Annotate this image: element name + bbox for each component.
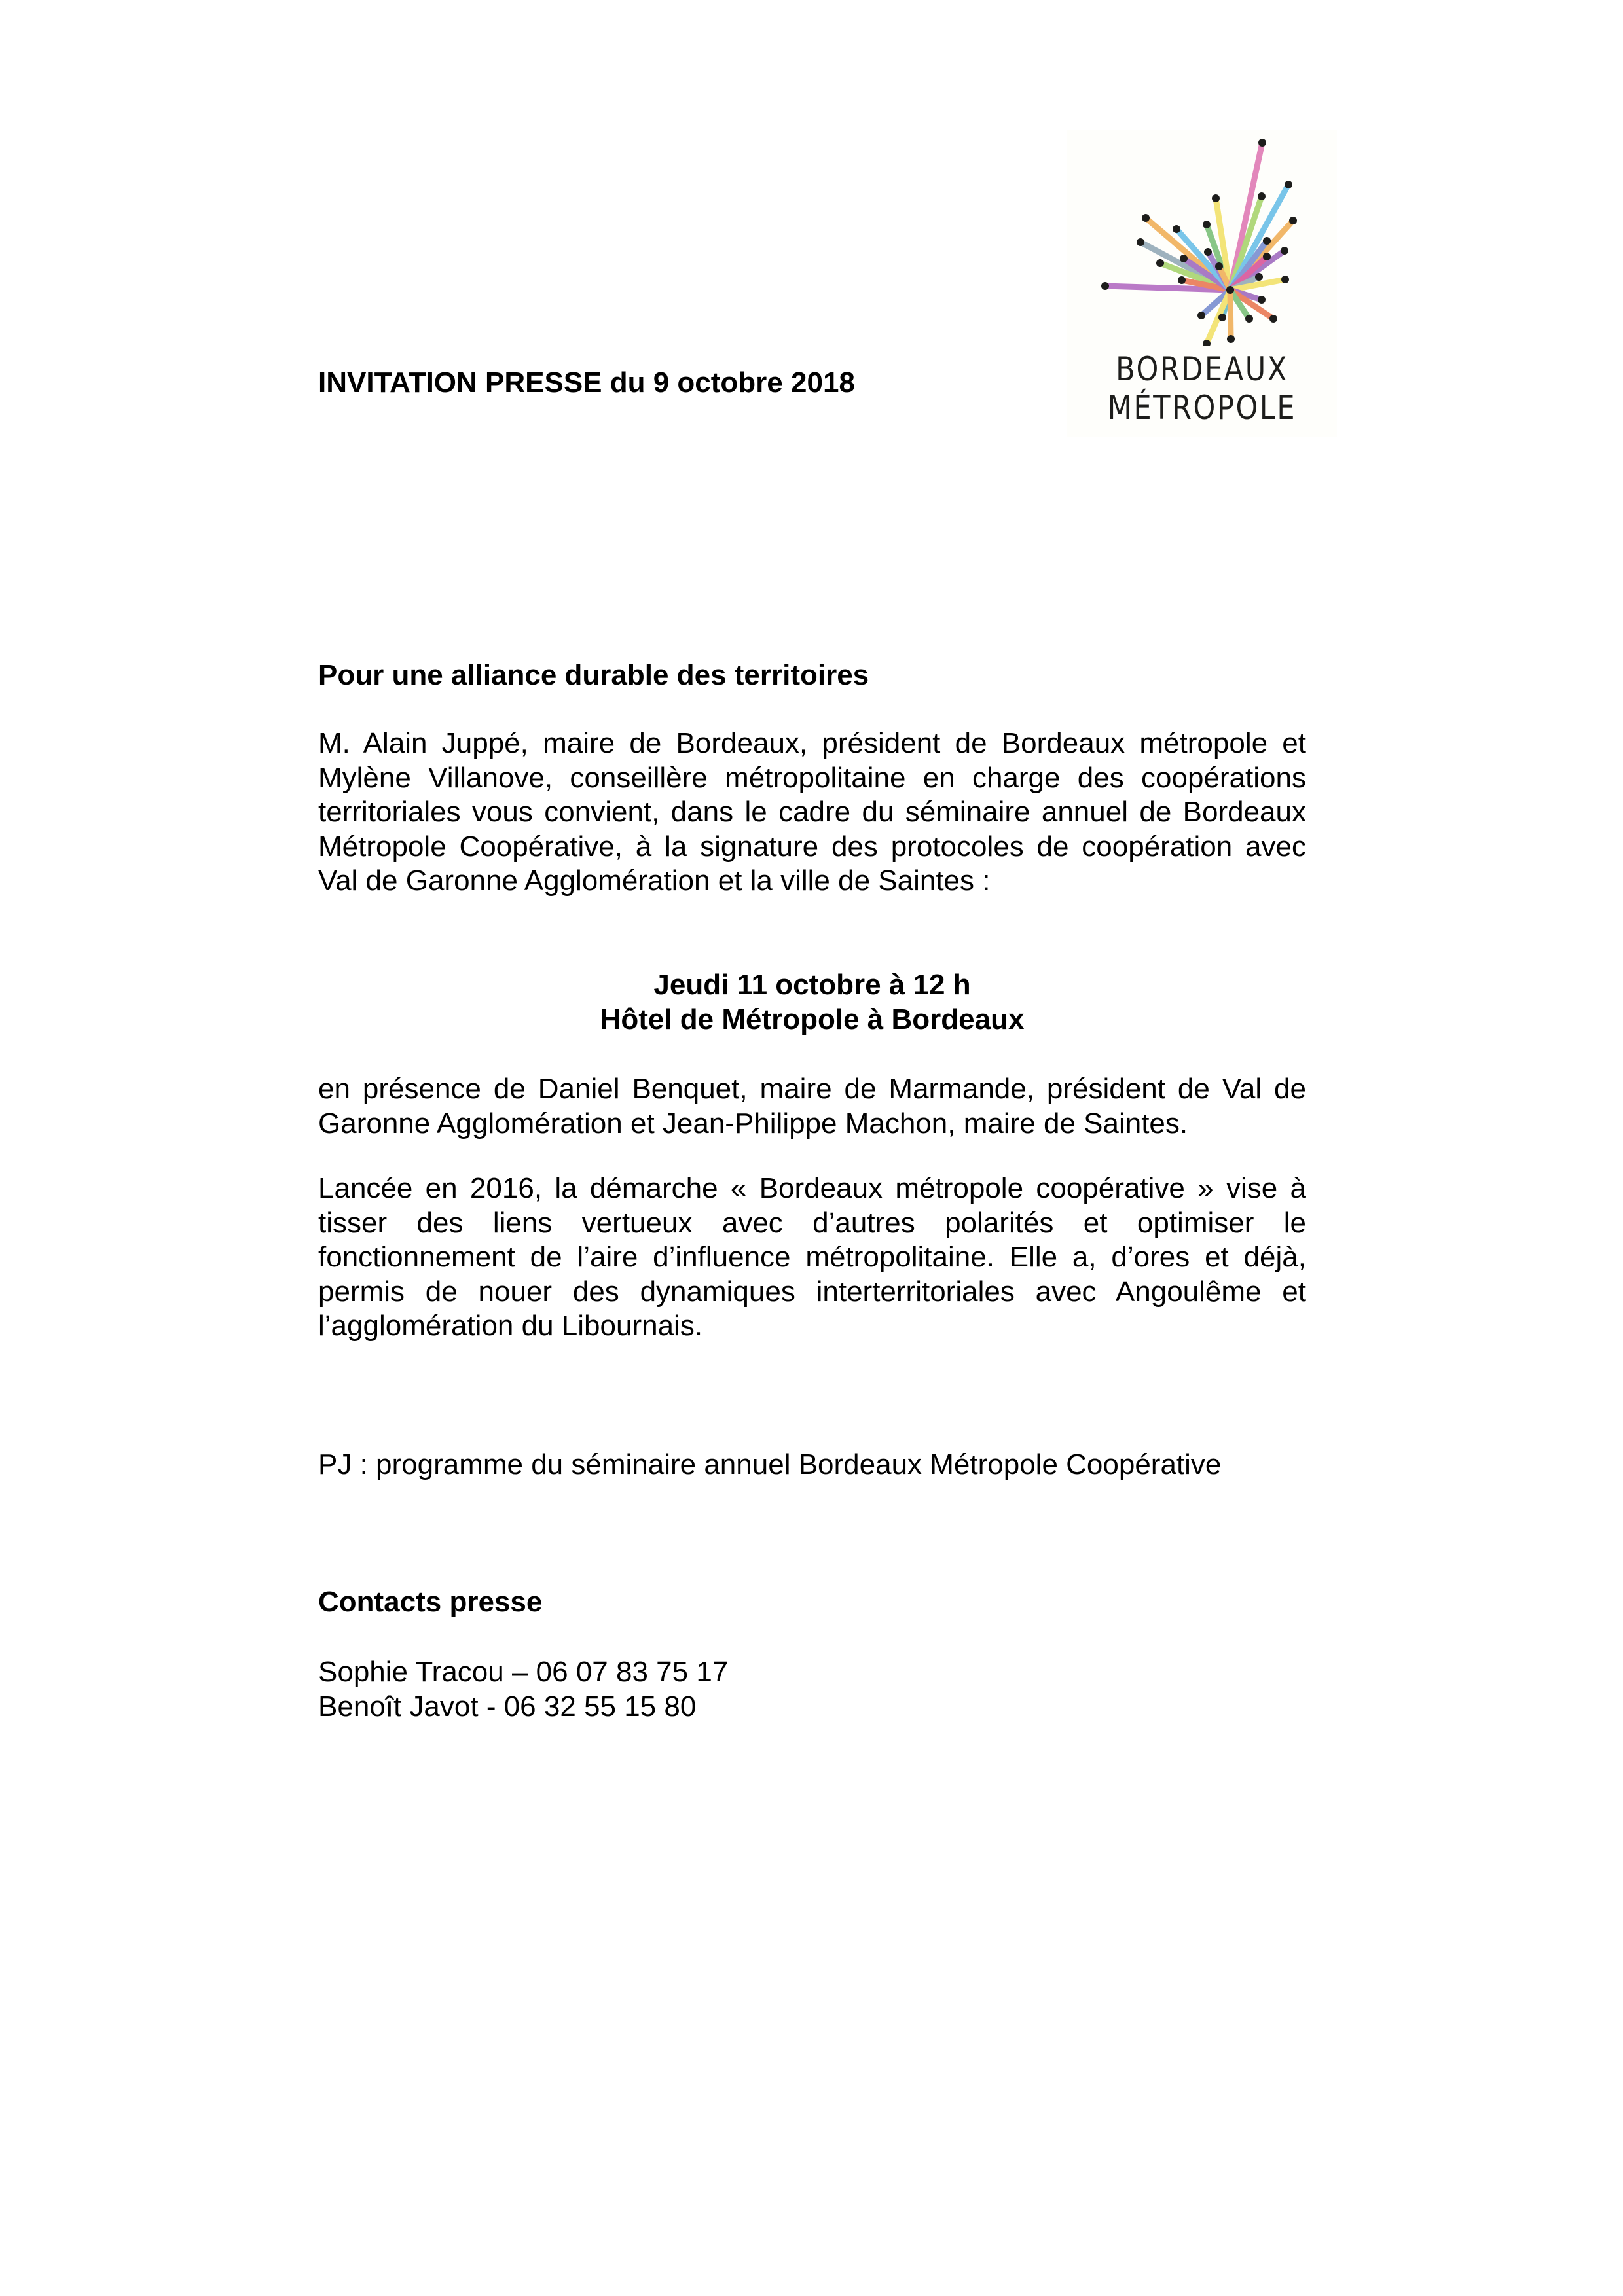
- event-date-time: Jeudi 11 octobre à 12 h: [653, 969, 971, 1001]
- event-location: Hôtel de Métropole à Bordeaux: [600, 1003, 1025, 1035]
- contact-item: Benoît Javot - 06 32 55 15 80: [318, 1690, 697, 1723]
- event-details: [318, 968, 1306, 1037]
- logo-wordmark-line2: MÉTROPOLE: [1107, 389, 1297, 427]
- context-paragraph: Lancée en 2016, la démarche « Bordeaux métropole coopérative » vise à tisser des liens vertueux avec d’autres polarités et optimiser le fonctionnement de l’aire d’influence métropolitaine. Elle a, d’ores et déjà, permis de nouer des dynamiques interterritoriales avec Angoulême et l’agglomération du Libournais.: [318, 1172, 1306, 1342]
- subject-heading: Pour une alliance durable des territoires: [318, 659, 869, 691]
- logo-wordmark-line1: BORDEAUX: [1116, 350, 1288, 388]
- contacts-heading: Contacts presse: [318, 1586, 543, 1618]
- press-invitation-title: INVITATION PRESSE du 9 octobre 2018: [318, 367, 855, 399]
- attachment-note: PJ : programme du séminaire annuel Bordeaux Métropole Coopérative: [318, 1448, 1222, 1480]
- intro-paragraph: M. Alain Juppé, maire de Bordeaux, président de Bordeaux métropole et Mylène Villanove, conseillère métropolitaine en charge des coopérations territoriales vous convient, dans le cadre du séminaire annuel de Bordeaux Métropole Coopérative, à la signature des protocoles de coopération avec Val de Garonne Agglomération et la ville de Saintes :: [318, 727, 1306, 897]
- starburst-logo-icon: [1067, 130, 1337, 346]
- contacts-list: [318, 1655, 1306, 1724]
- contact-item: Sophie Tracou – 06 07 83 75 17: [318, 1656, 729, 1688]
- presence-paragraph: en présence de Daniel Benquet, maire de Marmande, président de Val de Garonne Agglomération et Jean-Philippe Machon, maire de Saintes.: [318, 1073, 1306, 1139]
